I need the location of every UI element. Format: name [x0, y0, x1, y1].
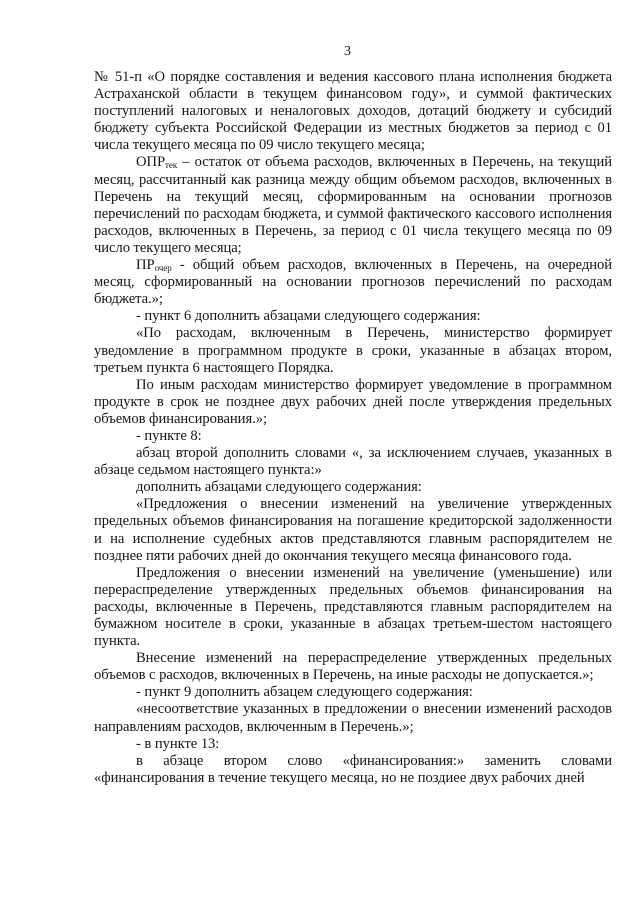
paragraph-7: - пункте 8: — [136, 427, 202, 444]
opr-subscript: тек — [165, 160, 178, 171]
pr-term: ПР — [136, 257, 155, 274]
document-body — [94, 69, 612, 787]
pr-subscript: очер — [154, 263, 172, 274]
paragraph-6: По иным расходам министерство формирует уведомление в программном продукте в срок не позднее двух рабочих дней после утверждения предельных объемов финансирования.»; — [94, 376, 612, 427]
opr-definition-text: – остаток от объема расходов, включенных в Перечень, на текущий месяц, рассчитанный как разница между общим объемом расходов, включенных в Перечень на текущий месяц, сформированным на основании прогнозов перечислений по расходам бюджета, и суммой фактического кассового исполнения расходов, включенных в Перечень, за период с 01 числа текущего месяца по 09 число текущего месяца; — [94, 154, 612, 256]
paragraph-13: - пункт 9 дополнить абзацем следующего содержания: — [136, 684, 473, 701]
paragraph-5: «По расходам, включенным в Перечень, министерство формирует уведомление в программном продукте в сроки, указанные в абзацах втором, третьем пункта 6 настоящего Порядка. — [94, 325, 612, 376]
paragraph-3-pr-definition — [94, 257, 612, 308]
paragraph-9: дополнить абзацами следующего содержания: — [136, 479, 422, 496]
paragraph-8: абзац второй дополнить словами «, за исключением случаев, указанных в абзаце седьмом настоящего пункта:» — [94, 445, 612, 479]
pr-definition-text: - общий объем расходов, включенных в Перечень, на очередной месяц, сформированный на основании прогнозов перечислений по расходам бюджета.»; — [94, 257, 612, 308]
paragraph-10: «Предложения о внесении изменений на увеличение утвержденных предельных объемов финансирования на погашение кредиторской задолженности и на исполнение судебных актов представляются главным распорядителем не позднее пяти рабочих дней до окончания текущего месяца финансового года. — [94, 496, 612, 564]
paragraph-14: «несоответствие указанных в предложении о внесении изменений расходов направлениям расходов, включенным в Перечень.»; — [94, 701, 612, 735]
paragraph-12: Внесение изменений на перераспределение утвержденных предельных объемов с расходов, включенных в Перечень, на иные расходы не допускается.»; — [94, 650, 612, 684]
paragraph-16: в абзаце втором слово «финансирования:» заменить словами «финансирования в течение текущего месяца, но не поздиее двух рабочих дней — [94, 752, 612, 786]
page-number: 3 — [344, 44, 351, 59]
paragraph-4: - пункт 6 дополнить абзацами следующего содержания: — [136, 308, 481, 325]
paragraph-11: Предложения о внесении изменений на увеличение (уменьшение) или перераспределение утвержденных предельных объемов финансирования на расходы, включенные в Перечень, представляются главным распорядителем на бумажном носителе в сроки, указанные в абзацах третьем-шестом настоящего пункта. — [94, 564, 612, 650]
opr-term: ОПР — [136, 154, 166, 171]
paragraph-1: № 51-п «О порядке составления и ведения кассового плана исполнения бюджета Астраханской области в текущем финансовом году», и суммой фактических поступлений налоговых и неналоговых доходов, дотаций бюджету и субсидий бюджету субъекта Российской Федерации из местных бюджетов за период с 01 числа текущего месяца по 09 число текущего месяца; — [94, 69, 612, 154]
paragraph-2-opr-definition — [94, 154, 612, 257]
paragraph-15: - в пункте 13: — [136, 735, 220, 752]
